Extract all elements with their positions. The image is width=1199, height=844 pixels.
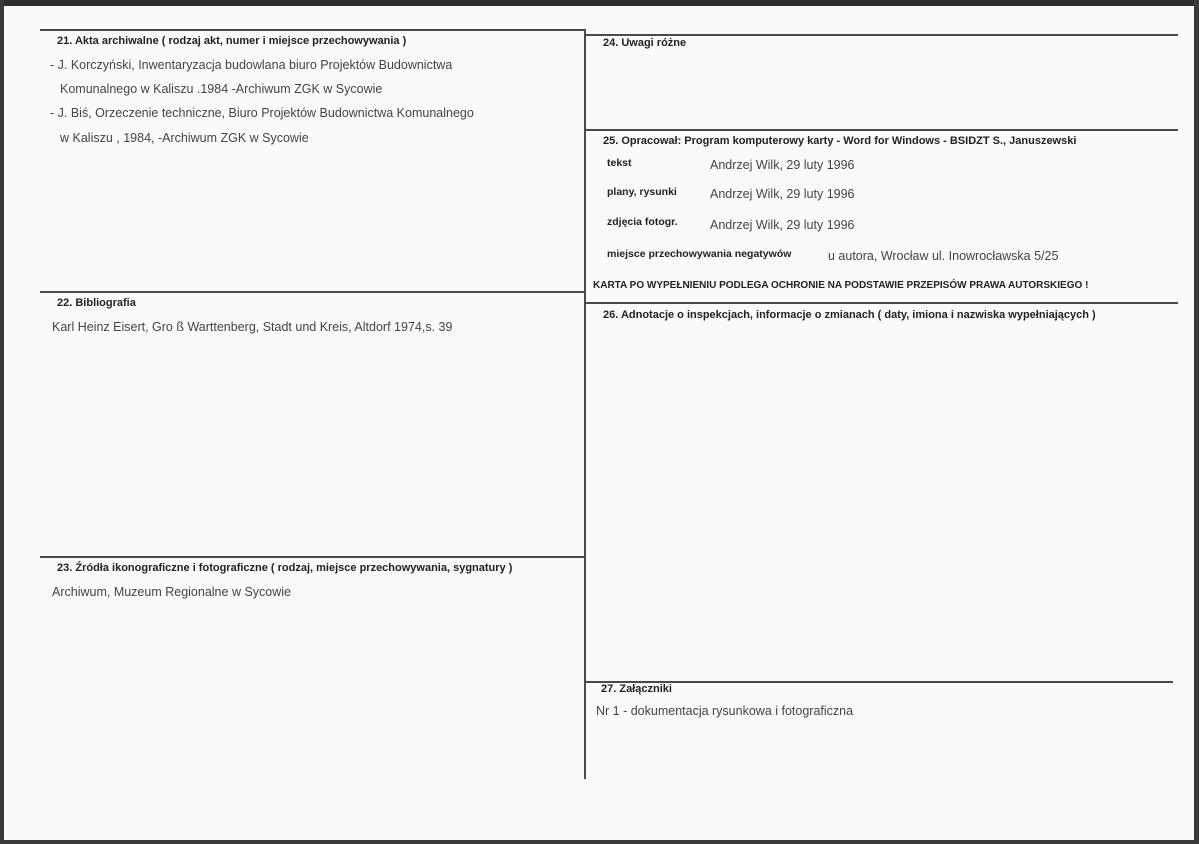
- s25-negatives-label: miejsce przechowywania negatywów: [607, 248, 792, 260]
- scan-edge-top: [0, 0, 1199, 6]
- rule-top-right: [586, 34, 1178, 36]
- rule-s25-top: [586, 129, 1178, 131]
- s24-heading: 24. Uwagi różne: [603, 37, 687, 49]
- rule-center-vertical: [584, 29, 586, 779]
- s21-line-3: - J. Biś, Orzeczenie techniczne, Biuro Projektów Budownictwa Komunalnego: [50, 106, 474, 120]
- s27-heading: 27. Załączniki: [601, 683, 672, 695]
- copyright-notice: KARTA PO WYPEŁNIENIU PODLEGA OCHRONIE NA PODSTAWIE PRZEPISÓW PRAWA AUTORSKIEGO !: [593, 280, 1089, 291]
- s21-line-2: Komunalnego w Kaliszu .1984 -Archiwum ZGK w Sycowie: [60, 82, 383, 96]
- s23-line: Archiwum, Muzeum Regionalne w Sycowie: [52, 585, 291, 599]
- rule-s22-top: [40, 291, 586, 293]
- scan-edge-bottom: [0, 840, 1199, 844]
- s25-row-label-text: tekst: [607, 157, 632, 169]
- rule-s27-top: [586, 681, 1173, 683]
- rule-top-left: [40, 29, 586, 31]
- scan-edge-left: [0, 0, 4, 844]
- s21-heading: 21. Akta archiwalne ( rodzaj akt, numer i miejsce przechowywania ): [57, 35, 407, 47]
- s25-row-value-plans: Andrzej Wilk, 29 luty 1996: [710, 187, 855, 201]
- s25-row-value-text: Andrzej Wilk, 29 luty 1996: [710, 158, 855, 172]
- s25-row-label-photos: zdjęcia fotogr.: [607, 216, 678, 228]
- s22-heading: 22. Bibliografia: [57, 297, 136, 309]
- s25-negatives-value: u autora, Wrocław ul. Inowrocławska 5/25: [828, 249, 1059, 263]
- s23-heading: 23. Źródła ikonograficzne i fotograficzne ( rodzaj, miejsce przechowywania, sygnatury ): [57, 562, 513, 574]
- s22-line: Karl Heinz Eisert, Gro ß Warttenberg, Stadt und Kreis, Altdorf 1974,s. 39: [52, 320, 453, 334]
- s25-heading: 25. Opracował: Program komputerowy karty - Word for Windows - BSIDZT S., Januszewski: [603, 135, 1077, 147]
- rule-s23-top: [40, 556, 586, 558]
- rule-s26-top: [586, 302, 1178, 304]
- s25-row-label-plans: plany, rysunki: [607, 186, 677, 198]
- s27-line: Nr 1 - dokumentacja rysunkowa i fotograficzna: [596, 704, 854, 718]
- s21-line-1: - J. Korczyński, Inwentaryzacja budowlana biuro Projektów Budownictwa: [50, 58, 453, 72]
- s25-row-value-photos: Andrzej Wilk, 29 luty 1996: [710, 218, 855, 232]
- s21-line-4: w Kaliszu , 1984, -Archiwum ZGK w Sycowie: [60, 131, 309, 145]
- scan-edge-right: [1194, 0, 1199, 844]
- s26-heading: 26. Adnotacje o inspekcjach, informacje o zmianach ( daty, imiona i nazwiska wypełniających ): [603, 309, 1096, 321]
